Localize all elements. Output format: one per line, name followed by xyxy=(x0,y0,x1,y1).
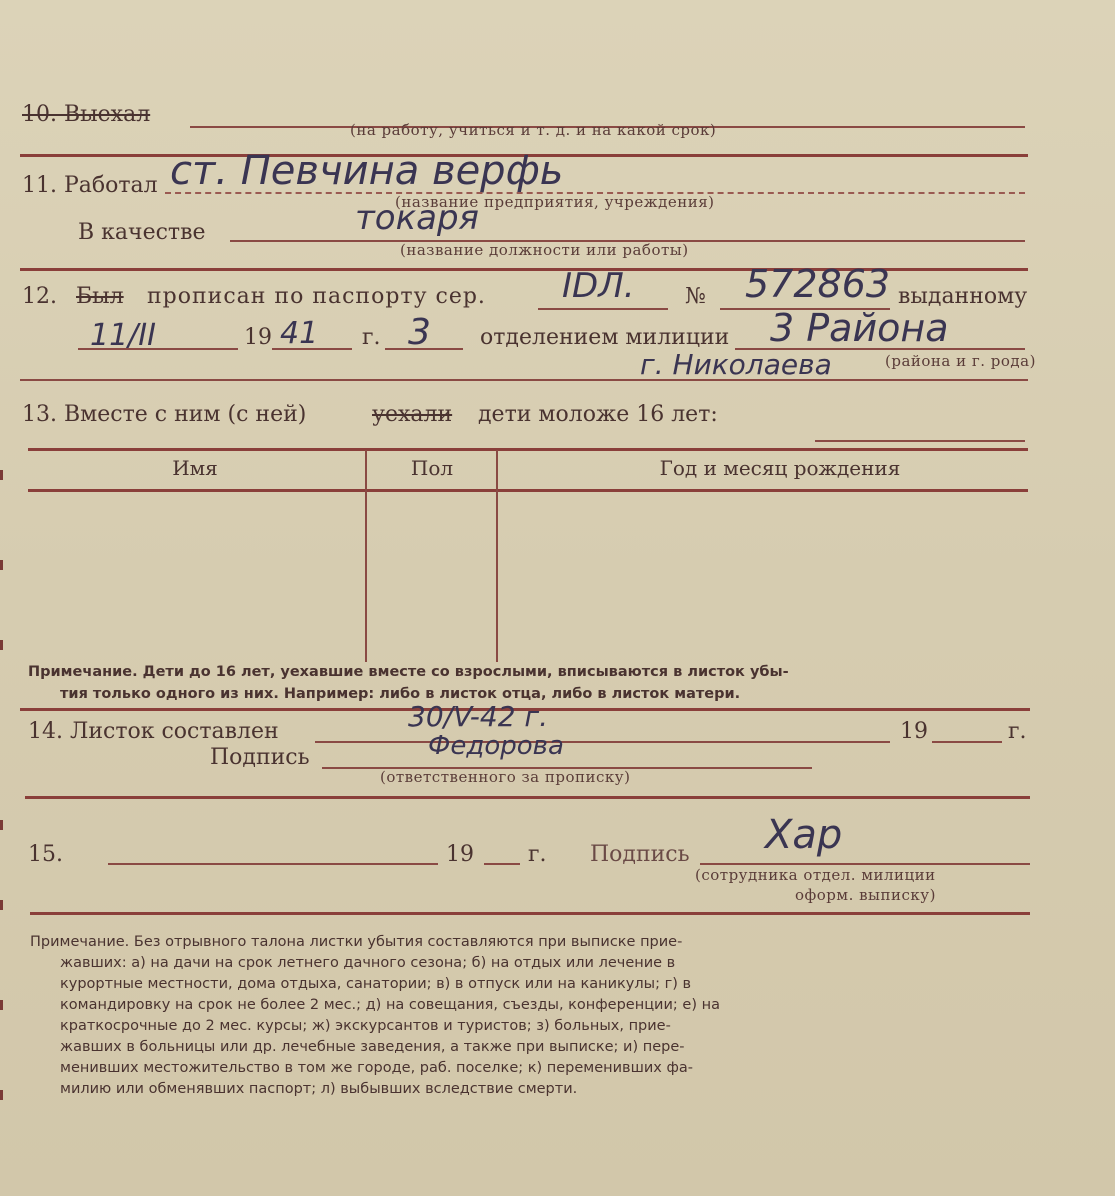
note2-line: милию или обменявших паспорт; л) выбывших вследствие смерти. xyxy=(60,1081,578,1097)
perforation-mark xyxy=(0,560,3,570)
item14-signature: Федорова xyxy=(428,731,564,761)
section-divider xyxy=(30,912,1030,915)
item12-number: 572863 xyxy=(745,262,891,306)
item12-city: 3 Района xyxy=(770,306,949,350)
note2-line: Примечание. Без отрывного талона листки убытия составляются при выписке прие- xyxy=(30,934,683,950)
item12-year-line xyxy=(272,348,352,350)
item12-bottom-line xyxy=(20,379,1028,381)
item12-city2: г. Николаева xyxy=(640,348,832,381)
item12-date: 11/II xyxy=(90,318,156,353)
table-header-sex: Пол xyxy=(410,456,454,480)
note2-line: жавших: а) на дачи на срок летнего дачного сезона; б) на отдых или лечение в xyxy=(60,955,676,971)
item12-text: прописан по паспорту сер. xyxy=(147,284,486,309)
table-column-divider xyxy=(496,450,498,662)
item12-issued-label: выданному xyxy=(898,284,1028,309)
perforation-mark xyxy=(0,1090,3,1100)
perforation-mark xyxy=(0,640,3,650)
item14-year-suffix: г. xyxy=(1008,719,1027,744)
item11-label: 11. Работал xyxy=(22,173,158,198)
table-column-divider xyxy=(365,450,367,662)
item11-role-value: токаря xyxy=(355,198,480,238)
item14-date: 30/V-42 г. xyxy=(408,700,549,733)
item15-year-prefix: 19 xyxy=(446,842,474,867)
item12-year: 41 xyxy=(280,316,319,351)
item15-hint1: (сотрудника отдел. милиции xyxy=(695,866,936,884)
item12-struck: Был xyxy=(76,284,124,309)
item12-number-label: № xyxy=(685,284,706,309)
item11-role-hint: (название должности или работы) xyxy=(400,241,689,259)
note2-line: краткосрочные до 2 мес. курсы; ж) экскурсантов и туристов; з) больных, прие- xyxy=(60,1018,671,1034)
perforation-mark xyxy=(0,820,3,830)
item12-year-prefix: 19 xyxy=(244,325,272,350)
item12-dept-label: отделением милиции xyxy=(480,325,730,350)
item14-year-line xyxy=(932,741,1002,743)
item12-series: IDЛ. xyxy=(562,266,635,306)
item12-city-hint: (района и г. рода) xyxy=(885,352,1036,370)
item15-hint2: оформ. выписку) xyxy=(795,886,936,904)
table-top-border xyxy=(28,448,1028,451)
perforation-mark xyxy=(0,470,3,480)
item12-series-line xyxy=(538,308,668,310)
section-divider xyxy=(25,796,1030,799)
item15-year-suffix: г. xyxy=(528,842,547,867)
item12-date-line xyxy=(78,348,238,350)
item13-label: 13. Вместе с ним (с ней) xyxy=(22,402,307,427)
perforation-mark xyxy=(0,1000,3,1010)
item12-year-suffix: г. xyxy=(362,325,381,350)
table-header-birth: Год и месяц рождения xyxy=(659,456,901,480)
perforation-mark xyxy=(0,900,3,910)
item13-struck: уехали xyxy=(372,402,453,427)
item12-label: 12. xyxy=(22,284,57,309)
note1-line1: Примечание. Дети до 16 лет, уехавшие вместе со взрослыми, вписываются в листок убы- xyxy=(28,664,789,680)
item14-label: 14. Листок составлен xyxy=(28,719,279,744)
note2-line: курортные местности, дома отдыха, санатории; в) в отпуск или на каникулы; г) в xyxy=(60,976,692,992)
table-header-name: Имя xyxy=(172,456,218,480)
item13-rest: дети моложе 16 лет: xyxy=(478,402,718,427)
item11-value: ст. Певчина верфь xyxy=(170,148,564,194)
item15-sign-label: Подпись xyxy=(590,842,690,867)
note2-line: командировку на срок не более 2 мес.; д) на совещания, съезды, конференции; е) на xyxy=(60,997,720,1013)
item15-signature: Хар xyxy=(765,812,843,858)
item14-sign-label: Подпись xyxy=(210,745,310,770)
item10-hint: (на работу, учиться и т. д. и на какой срок) xyxy=(350,121,717,139)
item11-hint: (название предприятия, учреждения) xyxy=(395,193,715,211)
note2-line: жавших в больницы или др. лечебные заведения, а также при выписке; и) пере- xyxy=(60,1039,685,1055)
item14-date-line xyxy=(315,741,890,743)
item13-line xyxy=(815,440,1025,442)
note2-line: менивших местожительство в том же городе, раб. поселке; к) переменивших фа- xyxy=(60,1060,693,1076)
item14-year-prefix: 19 xyxy=(900,719,928,744)
item10-label: 10. Выехал xyxy=(22,102,151,127)
item14-sign-hint: (ответственного за прописку) xyxy=(380,768,631,786)
item11-role-label: В качестве xyxy=(78,220,206,245)
item15-sign-line xyxy=(700,863,1030,865)
item15-year-line xyxy=(484,863,520,865)
item15-label: 15. xyxy=(28,842,63,867)
table-header-border xyxy=(28,489,1028,492)
item12-dept: 3 xyxy=(408,312,431,353)
item12-dept-line xyxy=(385,348,463,350)
item15-date-line xyxy=(108,863,438,865)
note1-line2: тия только одного из них. Например: либо в листок отца, либо в листок матери. xyxy=(60,686,741,702)
